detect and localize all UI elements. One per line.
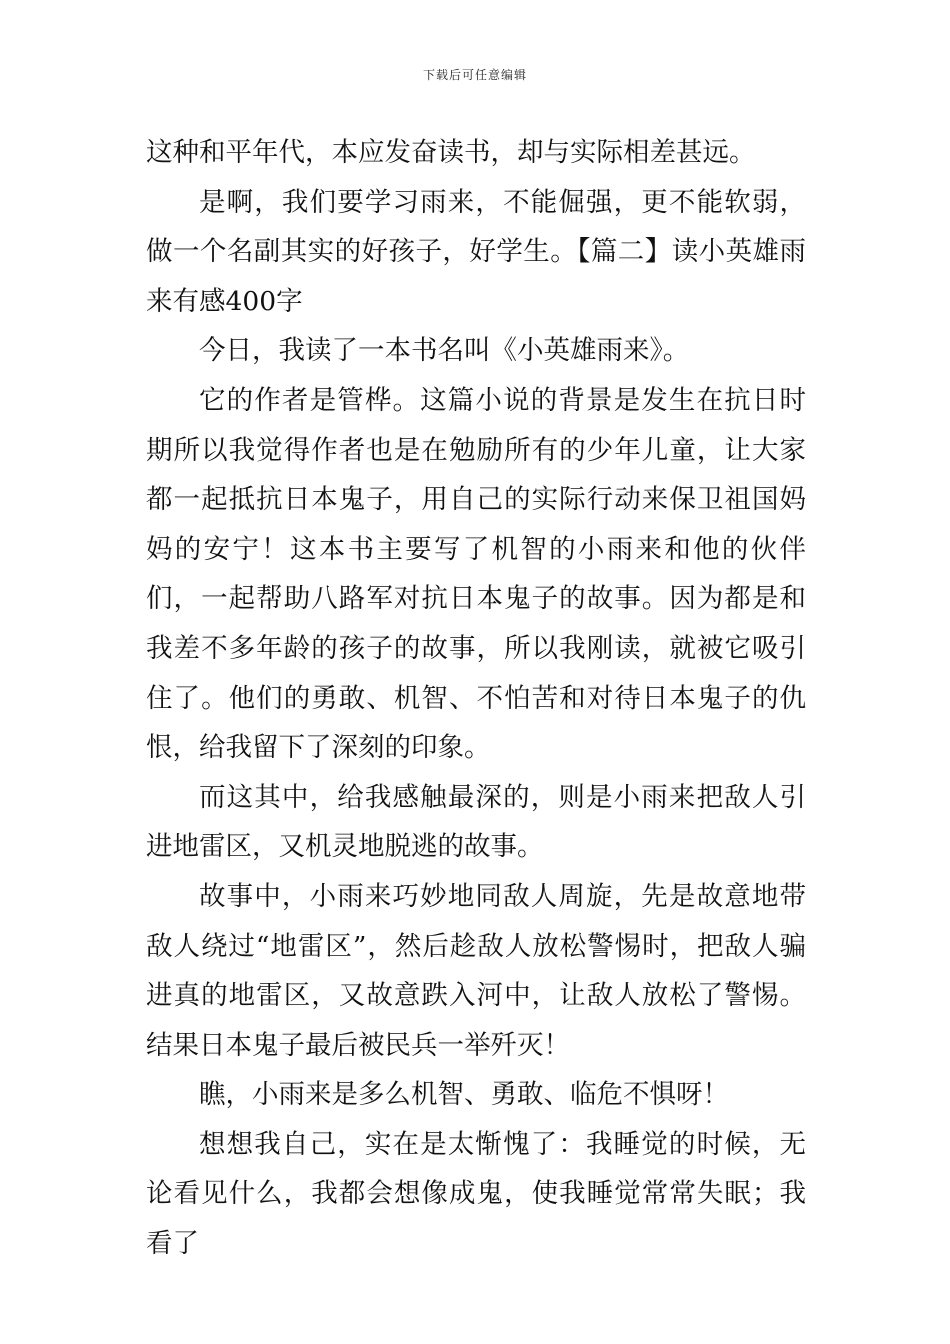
paragraph-5: 而这其中，给我感触最深的，则是小雨来把敌人引进地雷区，又机灵地脱逃的故事。 — [146, 781, 806, 863]
paragraph-7: 瞧，小雨来是多么机智、勇敢、临危不惧呀！ — [199, 1079, 729, 1111]
paragraph-4: 它的作者是管桦。这篇小说的背景是发生在抗日时期所以我觉得作者也是在勉励所有的少年儿童，让大家都一起抵抗日本鬼子，用自己的实际行动来保卫祖国妈妈的安宁！这本书主要写了机智的小雨来和他的伙伴们，一起帮助八路军对抗日本鬼子的故事。因为都是和我差不多年龄的孩子的故事，所以我刚读，就被它吸引住了。他们的勇敢、机智、不怕苦和对待日本鬼子的仇恨，给我留下了深刻的印象。 — [146, 384, 806, 764]
paragraph-3: 今日，我读了一本书名叫《小英雄雨来》。 — [199, 335, 690, 367]
paragraph-1: 这种和平年代，本应发奋读书，却与实际相差甚远。 — [146, 137, 756, 168]
document-body — [146, 128, 806, 1269]
page-header: 下载后可任意编辑 — [422, 68, 527, 82]
paragraph-8: 想想我自己，实在是太惭愧了：我睡觉的时候，无论看见什么，我都会想像成鬼，使我睡觉常常失眠；我看了 — [146, 1128, 806, 1260]
paragraph-2: 是啊，我们要学习雨来，不能倔强，更不能软弱，做一个名副其实的好孩子，好学生。【篇二】读小英雄雨来有感400字 — [146, 186, 806, 317]
paragraph-6: 故事中，小雨来巧妙地同敌人周旋，先是故意地带敌人绕过“地雷区”，然后趁敌人放松警惕时，把敌人骗进真的地雷区，又故意跌入河中，让敌人放松了警惕。结果日本鬼子最后被民兵一举歼灭！ — [146, 880, 806, 1061]
